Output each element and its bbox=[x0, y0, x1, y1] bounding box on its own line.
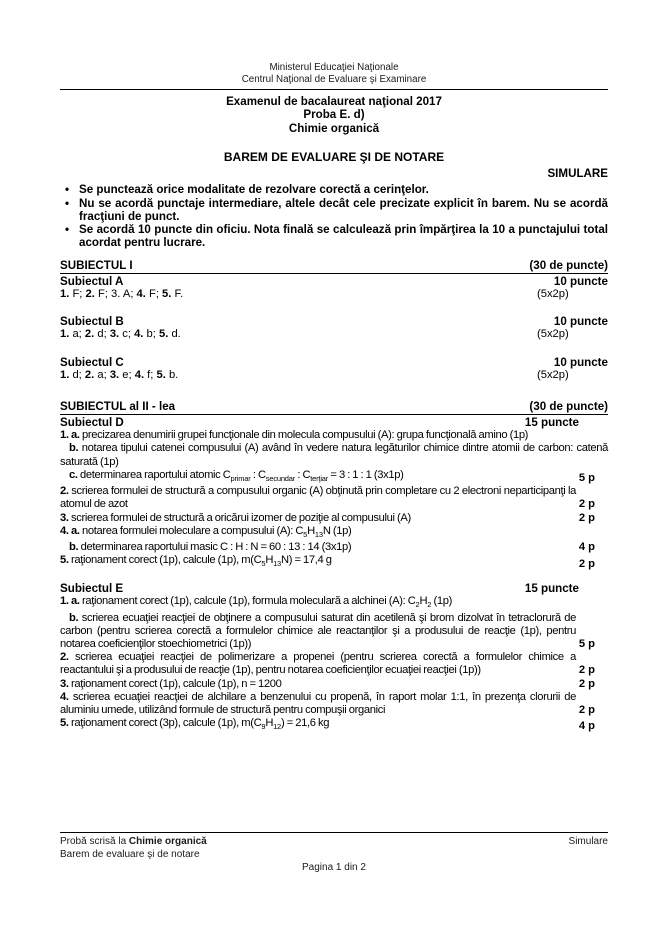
text-run: 1. bbox=[60, 368, 73, 381]
subsection-points: 15 puncte bbox=[524, 581, 579, 595]
item-row bbox=[60, 442, 608, 468]
section bbox=[60, 259, 608, 382]
item-row bbox=[60, 595, 608, 611]
text-run: F; bbox=[72, 287, 86, 300]
text-run: 1. bbox=[60, 328, 73, 341]
item-text bbox=[60, 554, 608, 570]
subscript-text: secundar bbox=[265, 473, 296, 483]
item-text bbox=[60, 678, 608, 691]
item-text bbox=[60, 369, 608, 382]
item-points: 2 p bbox=[578, 703, 595, 716]
subsection bbox=[60, 356, 608, 382]
bullet-text: Se acordă 10 puncte din oficiu. Nota finală se calculează prin împărţirea la 10 a punctajului total acordat pentru lucrare. bbox=[79, 223, 608, 250]
subscript-text: 2 bbox=[415, 600, 420, 610]
text-run: raţionament corect (1p), calcule (1p), formula moleculară a alchinei (A): C bbox=[81, 595, 416, 608]
subscript-text: 9 bbox=[261, 722, 266, 732]
subsection bbox=[60, 275, 608, 301]
subsection-points: 10 puncte bbox=[553, 355, 608, 369]
row-list bbox=[60, 328, 608, 341]
footer-simulare: Simulare bbox=[568, 836, 608, 847]
section-header bbox=[60, 259, 608, 274]
page-footer bbox=[60, 832, 608, 874]
subsection-header bbox=[60, 416, 608, 429]
section bbox=[60, 400, 608, 734]
subscript-text: 12 bbox=[273, 722, 282, 732]
item-text bbox=[60, 429, 608, 442]
text-run: b; bbox=[146, 328, 159, 341]
text-run: b. bbox=[69, 442, 82, 455]
text-run: d; bbox=[72, 368, 85, 381]
item-text bbox=[60, 651, 608, 677]
text-run: 2. bbox=[85, 287, 98, 300]
text-run: scrierea ecuaţiei reacţiei de polimerizare a propenei (pentru scrierea corectă a formulelor chimice a reactantului şi a produsului de reacţie (1p), pentru notarea coeficienţilor ecuaţiei reacţiei (1p)) bbox=[60, 651, 576, 677]
text-run: 2. bbox=[84, 328, 98, 341]
subsection bbox=[60, 582, 608, 734]
footer-row1 bbox=[60, 835, 608, 848]
text-run: 2. bbox=[60, 485, 72, 498]
item-text bbox=[60, 717, 608, 733]
exam-subject: Chimie organică bbox=[288, 121, 380, 135]
subscript-text: 2 bbox=[427, 600, 432, 610]
text-run: 5. bbox=[60, 717, 71, 730]
text-run: H bbox=[265, 717, 274, 730]
item-row bbox=[60, 691, 608, 717]
item-points-col: (5x2p) bbox=[537, 328, 569, 341]
barem-heading: BAREM DE EVALUARE ŞI DE NOTARE bbox=[223, 150, 445, 165]
text-run: H bbox=[419, 595, 428, 608]
text-run: precizarea denumirii grupei funcţionale din molecula compusului (A): grupa funcţională amino (1p) bbox=[81, 429, 529, 442]
item-text bbox=[60, 691, 608, 717]
text-run: 1. bbox=[60, 287, 73, 300]
text-run: 4. bbox=[134, 328, 147, 341]
item-text bbox=[60, 328, 608, 341]
text-run: 3. bbox=[60, 511, 71, 524]
text-run: 2. bbox=[60, 651, 75, 664]
ministry-header bbox=[60, 62, 608, 85]
text-run: f; bbox=[147, 368, 157, 381]
text-run: notarea tipului catenei compusului (A) având în vedere natura legăturilor chimice dintre atomii de carbon: catenă saturată (1p) bbox=[60, 442, 608, 468]
text-run: b. bbox=[69, 611, 82, 624]
item-row bbox=[60, 369, 608, 382]
item-row bbox=[60, 485, 608, 511]
subsection-list bbox=[60, 416, 608, 734]
text-run: scrierea formulei de structură a oricărui izomer de poziţie al compusului (A) bbox=[71, 511, 411, 524]
item-points: 2 p bbox=[578, 664, 595, 677]
text-run: 3. bbox=[109, 328, 123, 341]
subsection-title: Subiectul D bbox=[60, 415, 124, 429]
footer-left bbox=[60, 835, 207, 848]
section-heading: SUBIECTUL al II - lea bbox=[60, 399, 176, 413]
text-run: d. bbox=[171, 328, 181, 341]
item-text bbox=[60, 288, 608, 301]
text-run: determinarea raportului atomic C bbox=[80, 468, 231, 481]
subsection-header bbox=[60, 315, 608, 328]
row-list bbox=[60, 429, 608, 571]
text-run: F; bbox=[148, 287, 163, 300]
subscript-text: terţiar bbox=[310, 473, 329, 483]
subsection-title: Subiectul E bbox=[60, 581, 124, 595]
row-list bbox=[60, 595, 608, 734]
text-run: 5. bbox=[158, 328, 172, 341]
subscript-text: 13 bbox=[273, 559, 282, 569]
text-run: raţionament corect (1p), calcule (1p), n = 1200 bbox=[71, 677, 282, 690]
ministry-line2: Centrul Naţional de Evaluare şi Examinare bbox=[241, 73, 427, 85]
subsection bbox=[60, 315, 608, 341]
text-run: : C bbox=[295, 468, 311, 481]
bullet-text: Nu se acordă punctaje intermediare, altele decât cele precizate explicit în barem. Nu se acordă fracţiuni de punct. bbox=[79, 196, 608, 223]
footer-page-number: Pagina 1 din 2 bbox=[302, 862, 366, 873]
row-list bbox=[60, 288, 608, 301]
text-run: (1p) bbox=[431, 595, 453, 608]
item-points: 4 p bbox=[578, 720, 595, 733]
text-run: N (1p) bbox=[322, 524, 352, 537]
item-points: 2 p bbox=[578, 557, 595, 570]
subscript-text: primar bbox=[230, 473, 251, 483]
subscript-text: 5 bbox=[303, 530, 308, 540]
item-points-col: (5x2p) bbox=[537, 287, 569, 300]
text-run: 5. bbox=[156, 368, 169, 381]
item-points: 2 p bbox=[578, 677, 595, 690]
footer-subject: Chimie organică bbox=[128, 836, 207, 847]
text-run: 2. bbox=[84, 368, 98, 381]
page-content bbox=[60, 0, 608, 734]
section-points: (30 de puncte) bbox=[529, 399, 608, 413]
text-run: 4. bbox=[136, 287, 149, 300]
text-run: 4. a. bbox=[60, 524, 82, 537]
item-text bbox=[60, 525, 608, 541]
text-run: b. bbox=[168, 368, 179, 381]
subsection-points: 15 puncte bbox=[524, 415, 579, 429]
subsection-list bbox=[60, 275, 608, 382]
item-row bbox=[60, 328, 608, 341]
text-run: d; bbox=[97, 328, 110, 341]
item-text bbox=[60, 469, 608, 485]
text-run: 5. bbox=[162, 287, 175, 300]
exam-title-block bbox=[60, 95, 608, 135]
section-heading: SUBIECTUL I bbox=[60, 258, 133, 272]
text-run: 3. A; bbox=[111, 287, 137, 300]
item-row bbox=[60, 554, 608, 570]
text-run: 5. bbox=[60, 554, 71, 567]
text-run: raţionament corect (3p), calcule (1p), m(C bbox=[71, 717, 262, 730]
item-row bbox=[60, 678, 608, 691]
text-run: 1. a. bbox=[60, 595, 82, 608]
text-run: = 3 : 1 : 1 (3x1p) bbox=[328, 468, 404, 481]
text-run: a; bbox=[72, 328, 85, 341]
sections bbox=[60, 259, 608, 734]
text-run: a; bbox=[97, 368, 110, 381]
text-run: determinarea raportului masic C : H : N = 60 : 13 : 14 (3x1p) bbox=[80, 541, 352, 554]
header-divider bbox=[60, 89, 608, 90]
subscript-text: 13 bbox=[314, 530, 323, 540]
item-text bbox=[60, 442, 608, 468]
item-points: 5 p bbox=[578, 471, 595, 484]
bullet-icon: • bbox=[65, 223, 70, 237]
text-run: e; bbox=[122, 368, 135, 381]
text-run: H bbox=[307, 524, 315, 537]
text-run: 4. bbox=[134, 368, 148, 381]
item-text bbox=[60, 595, 608, 611]
text-run: F. bbox=[174, 287, 184, 300]
item-text bbox=[60, 612, 608, 652]
bullet-text: Se punctează orice modalitate de rezolvare corectă a cerinţelor. bbox=[79, 183, 429, 197]
subsection-header bbox=[60, 582, 608, 595]
text-run: F; bbox=[97, 287, 112, 300]
subsection-title: Subiectul C bbox=[60, 355, 124, 369]
footer-barem-line: Barem de evaluare şi de notare bbox=[60, 849, 200, 860]
text-run: scrierea ecuaţiei reacţiei de obţinere a compusului saturat din acetilenă şi brom dizolvat în tetraclorură de carbon (pentru scrierea corectă a formulelor chimice ale reactanţilor şi a produsului de reacţie (1p), pentru notarea coeficienţilor stoechiometrici (1p)) bbox=[60, 611, 576, 650]
subsection-title: Subiectul A bbox=[60, 274, 124, 288]
text-run: raţionament corect (1p), calcule (1p), m(C bbox=[71, 554, 262, 567]
item-points: 2 p bbox=[578, 511, 595, 524]
footer-proba-label: Probă scrisă la bbox=[60, 836, 129, 847]
item-text bbox=[60, 512, 608, 525]
text-run: H bbox=[265, 554, 274, 567]
text-run: 1. a. bbox=[60, 429, 82, 442]
bullet-item bbox=[60, 223, 608, 250]
text-run: ) = 21,6 kg bbox=[281, 717, 330, 730]
text-run: c; bbox=[122, 328, 135, 341]
item-row bbox=[60, 612, 608, 652]
subsection bbox=[60, 416, 608, 571]
section-points: (30 de puncte) bbox=[529, 258, 608, 272]
text-run: scrierea formulei de structură a compusului organic (A) obţinută prin completare cu 2 electroni neparticipanţi la atomul de azot bbox=[60, 485, 576, 511]
bullet-icon: • bbox=[65, 183, 70, 197]
section-header bbox=[60, 400, 608, 415]
subsection-header bbox=[60, 275, 608, 288]
item-row bbox=[60, 717, 608, 733]
exam-proba: Proba E. d) bbox=[303, 108, 365, 122]
item-points: 2 p bbox=[578, 498, 595, 511]
text-run: notarea formulei moleculare a compusului (A): C bbox=[81, 524, 304, 537]
item-points: 5 p bbox=[578, 637, 595, 650]
text-run: 4. bbox=[60, 690, 73, 703]
item-row bbox=[60, 469, 608, 485]
item-row bbox=[60, 288, 608, 301]
exam-title: Examenul de bacalaureat naţional 2017 bbox=[226, 95, 442, 108]
bullet-item bbox=[60, 183, 608, 196]
item-points: 4 p bbox=[578, 541, 595, 554]
bullet-icon: • bbox=[65, 196, 70, 210]
item-text bbox=[60, 485, 608, 511]
text-run: scrierea ecuaţiei reacţiei de alchilare a benzenului cu propenă, în raport molar 1:1, în prezenţa clorurii de aluminiu umede, utilizând formule de structură pentru compuşii organici bbox=[60, 690, 576, 716]
row-list bbox=[60, 369, 608, 382]
subsection-points: 10 puncte bbox=[553, 274, 608, 288]
text-run: : C bbox=[250, 468, 266, 481]
text-run: 3. bbox=[109, 368, 123, 381]
item-row bbox=[60, 651, 608, 677]
text-run: N) = 17,4 g bbox=[281, 554, 332, 567]
simulare-label: SIMULARE bbox=[547, 167, 608, 181]
item-row bbox=[60, 512, 608, 525]
item-row bbox=[60, 525, 608, 541]
text-run: 3. bbox=[60, 677, 71, 690]
subscript-text: 5 bbox=[261, 559, 266, 569]
subsection-header bbox=[60, 356, 608, 369]
bullet-list bbox=[60, 183, 608, 249]
item-points-col: (5x2p) bbox=[537, 368, 569, 381]
item-text bbox=[60, 541, 608, 554]
item-row bbox=[60, 429, 608, 442]
bullet-item bbox=[60, 197, 608, 224]
subsection-points: 10 puncte bbox=[553, 315, 608, 329]
text-run: b. bbox=[69, 541, 81, 554]
subsection-title: Subiectul B bbox=[60, 315, 124, 329]
ministry-line1: Ministerul Educaţiei Naţionale bbox=[269, 62, 399, 73]
text-run: c. bbox=[69, 468, 80, 481]
item-row bbox=[60, 541, 608, 554]
